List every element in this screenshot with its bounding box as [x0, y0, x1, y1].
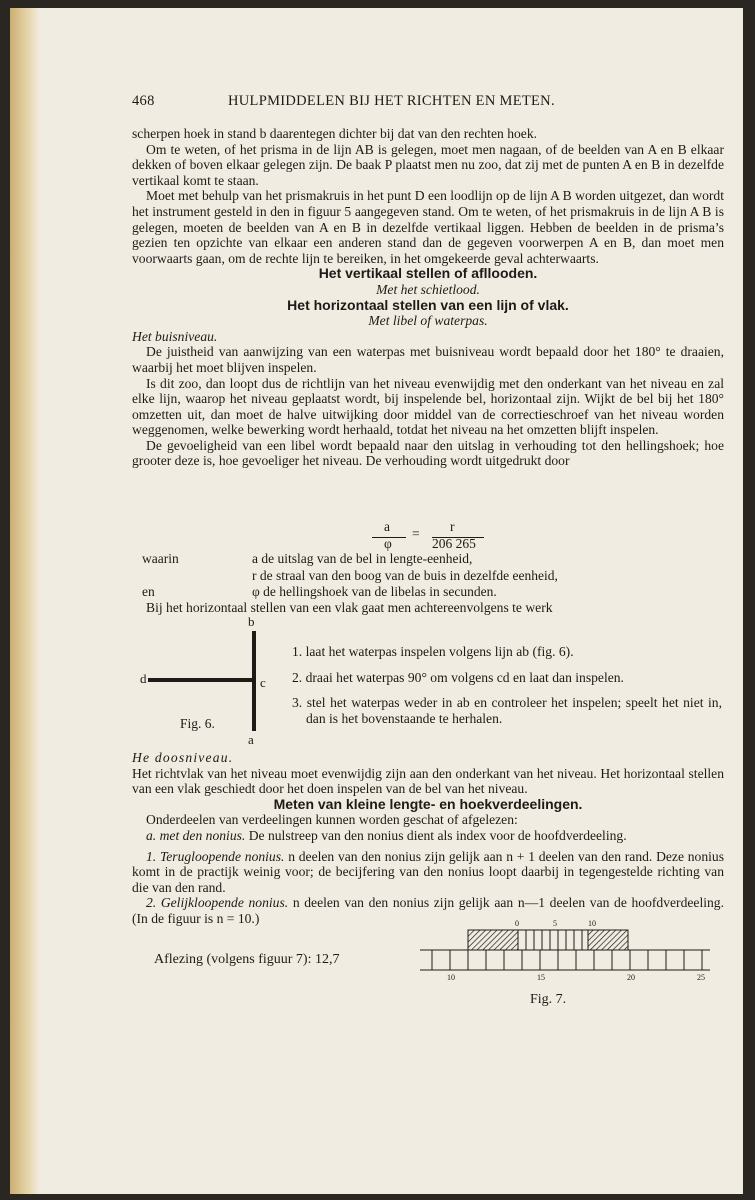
- subheading: He doosniveau.: [132, 750, 234, 765]
- paragraph: Bij het horizontaal stellen van een vlak gaat men achtereenvolgens te werk: [146, 600, 553, 615]
- paragraph: Het richtvlak van het niveau moet evenwijdig zijn aan den onderkant van het niveau. Het horizontaal stellen van een vlak geschiedt door het doen inspelen van de bel van het niveau.: [132, 765, 724, 797]
- formula-equals: =: [412, 526, 420, 541]
- paragraph: Is dit zoo, dan loopt dus de richtlijn van het niveau evenwijdig met den onderkant van het niveau en zal elke lijn, waarop het niveau geplaatst wordt, bij inspelende bel, horizontaal zijn. Wijkt de bel bij het 180° omzetten uit, dan moet de halve uitwijking door middel van de correctieschroef van het niveau worden weggenomen, welke bewerking wordt herhaald, totdat het niveau na het omzetten blijft inspelen.: [132, 375, 724, 438]
- figure-6: [132, 614, 282, 746]
- formula-numerator-a: a: [384, 519, 390, 534]
- fig6-label-b: b: [248, 614, 255, 629]
- main-scale-ticks: [420, 950, 710, 970]
- formula-denominator-phi: φ: [384, 536, 392, 551]
- def-r: r de straal van den boog van de buis in dezelfde eenheid,: [252, 568, 558, 583]
- subheading: Met het schietlood.: [376, 281, 480, 297]
- paragraph-text: De nulstreep van den nonius dient als index voor de hoofdverdeeling.: [248, 827, 627, 843]
- def-waarin: waarin: [142, 551, 179, 566]
- paragraph: Om te weten, of het prisma in de lijn AB is gelegen, moet men nagaan, of de beelden van A en B elkaar dekken of boven elkaar gelegen zijn. De baak P plaatst men nu zoo, dat zij met de punten A en B in dezelfde vertikaal komt te staan.: [132, 141, 724, 188]
- section-heading: Het vertikaal stellen of afllooden.: [318, 265, 538, 282]
- subheading: Het buisniveau.: [132, 328, 218, 344]
- fig6-horizontal-level: [148, 678, 256, 682]
- page-number: 468: [132, 93, 155, 109]
- paragraph-text: n deelen van den nonius zijn gelijk aan n + 1 deelen van den rand. Deze nonius komt in de practijk weinig voor; de becijfering van den nonius loopt daarbij in tegengestelde richting van die van den rand.: [132, 848, 724, 895]
- formula-numerator-r: r: [450, 519, 455, 534]
- subheading: Met libel of waterpas.: [368, 313, 488, 329]
- scale-label: 15: [537, 973, 545, 982]
- procedure-steps: [292, 644, 722, 726]
- paragraph: De juistheid van aanwijzing van een waterpas met buisniveau wordt bepaald door het 180° te draaien, waarbij het moet blijven inspelen.: [132, 344, 724, 375]
- vernier-hatch-right: [588, 930, 628, 950]
- text-block-1: [132, 126, 724, 469]
- def-phi: φ de hellingshoek van de libelas in secunden.: [252, 584, 497, 599]
- label-1: 1. Terugloopende nonius.: [146, 848, 285, 864]
- label-a: a. met den nonius.: [146, 827, 246, 843]
- paragraph: [132, 828, 724, 844]
- paragraph: Onderdeelen van verdeelingen kunnen worden geschat of afgelezen:: [146, 812, 518, 828]
- book-spine: [10, 8, 40, 1194]
- formula-denominator: 206 265: [432, 536, 476, 551]
- fig6-label-c: c: [260, 675, 266, 690]
- book-page: [10, 8, 743, 1194]
- text-block-2: [132, 750, 724, 927]
- scale-label: 25: [697, 973, 705, 982]
- scale-label: 20: [627, 973, 635, 982]
- step-item: 3. stel het waterpas weder in ab en controleer het inspelen; speelt het niet in, dan is het bovenstaande te herhalen.: [292, 695, 722, 726]
- vernier-scale: [420, 916, 710, 980]
- fig6-caption: Fig. 6.: [180, 716, 215, 731]
- fig6-label-d: d: [140, 671, 147, 686]
- step-item: 1. laat het waterpas inspelen volgens lijn ab (fig. 6).: [292, 644, 574, 659]
- vernier-ticks: [468, 930, 628, 950]
- vernier-label: 0: [515, 919, 519, 928]
- paragraph: [132, 849, 724, 896]
- section-heading: Meten van kleine lengte- en hoekverdeelingen.: [273, 795, 583, 812]
- paragraph-text: n deelen van den nonius zijn gelijk aan n—1 deelen van de hoofdverdeeling. (In de figuur is n = 10.): [132, 895, 724, 926]
- running-title: HULPMIDDELEN BIJ HET RICHTEN EN METEN.: [228, 93, 555, 109]
- step-item: 2. draai het waterpas 90° om volgens cd en laat dan inspelen.: [292, 669, 624, 685]
- vernier-label: 10: [588, 919, 596, 928]
- vernier-hatch-left: [468, 930, 518, 950]
- label-2: 2. Gelijkloopende nonius.: [146, 895, 289, 911]
- paragraph: Moet met behulp van het prismakruis in het punt D een loodlijn op de lijn A B worden uitgezet, dan wordt het instrument gesteld in den in figuur 5 aangegeven stand. Om te weten, of het prismakruis in de lijn A B is gelegen, moeten de beelden van A en B in dezelfde vertikaal liggen. Hebben de beelden in de prisma’s gezien ten opzichte van elkaar een anderen stand dan de gegeven voorwerpen A en B, dan moet men voorwaarts gaan, om de rechte lijn te bereiken, in het omgekeerde geval achterwaarts.: [132, 188, 724, 266]
- figure-7: [420, 916, 710, 1012]
- def-a: a de uitslag van de bel in lengte-eenheid,: [252, 551, 473, 566]
- vernier-label: 5: [553, 919, 557, 928]
- paragraph: scherpen hoek in stand b daarentegen dichter bij dat van den rechten hoek.: [132, 126, 538, 141]
- fig7-reading: Aflezing (volgens figuur 7): 12,7: [154, 952, 340, 967]
- section-heading: Het horizontaal stellen van een lijn of vlak.: [287, 296, 569, 313]
- fig7-caption: Fig. 7.: [530, 992, 567, 1007]
- scale-label: 10: [447, 973, 455, 982]
- fig6-label-a: a: [248, 732, 254, 747]
- def-en: en: [142, 584, 155, 599]
- paragraph: De gevoeligheid van een libel wordt bepaald naar den uitslag in verhouding tot den hellingshoek; hoe grooter deze is, hoe gevoeliger het niveau. De verhouding wordt uitgedrukt door: [132, 437, 724, 469]
